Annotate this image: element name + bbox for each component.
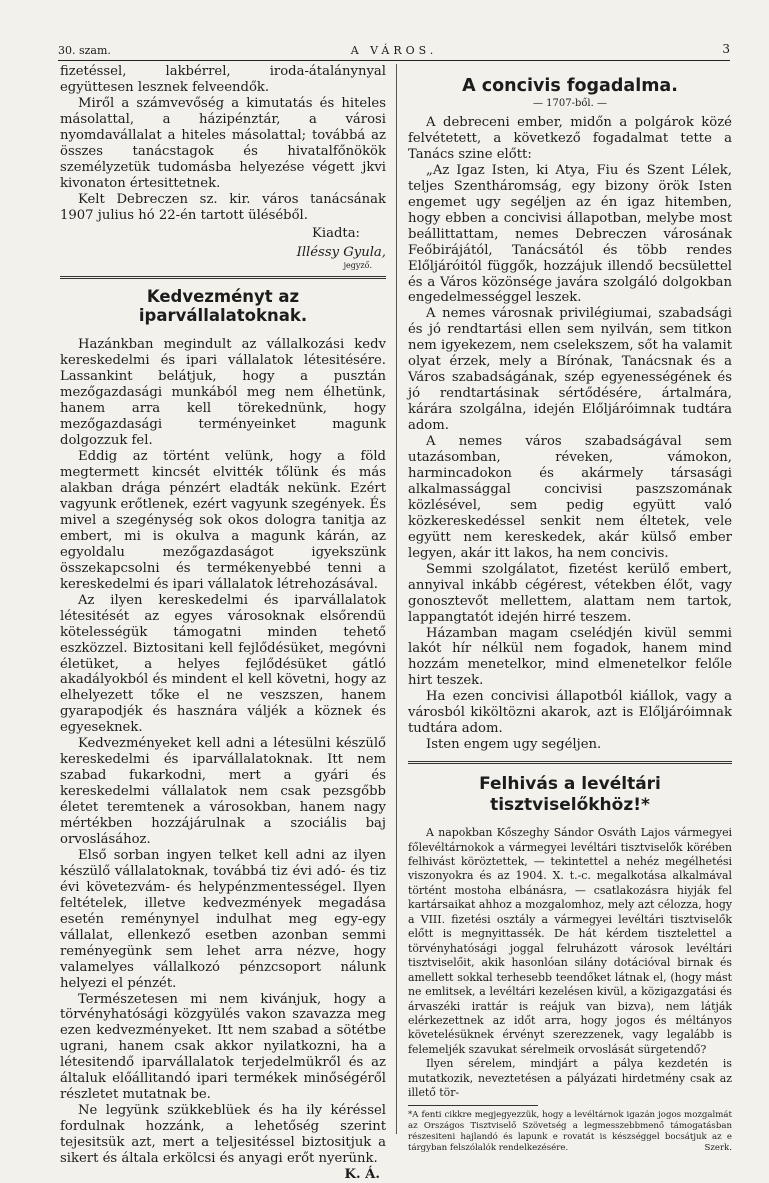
column-divider xyxy=(396,64,397,1134)
paragraph: A nemes városnak privilégiumai, szabadsági és jó rendtartási ellen sem nyilván, sem titkon nem igyekezem, nem cselekszem, sőt ha valamit olyat érzek, mely a Bírónak, Tanácsnak és a Város szabadságának, szép egyenességének és jó rendtartásinak sértődésére, ártalmára, kárára szolgálna, idején Előljáróimnak tudtára adom. xyxy=(408,306,732,434)
article-subtitle: — 1707-ből. — xyxy=(533,98,607,109)
header-rule xyxy=(58,60,730,61)
paragraph: Semmi szolgálatot, fizetést kerülő embert, annyival inkább cégérest, vétekben élőt, vagy gonosztevőt mellettem, alattam nem tartok, lappangtatót idején hirré teszem. xyxy=(408,561,732,625)
issued-label: Kiadta: xyxy=(312,225,360,241)
publication-title: A VÁROS. xyxy=(350,44,438,57)
article-title: A concivis fogadalma. xyxy=(462,76,678,96)
paragraph: Ha ezen concivisi állapotból kiállok, vagy a városból kiköltözni akarok, azt is Előljáróimnak tudtára adom. xyxy=(408,689,732,737)
footnote-rule xyxy=(408,1105,538,1106)
paragraph: Az ilyen kereskedelmi és iparvállalatok létesitését az egyes városoknak elsőrendü kötelességük támogatni minden tehető eszközzel. Biztositani kell fejlődésüket, megóvni életüket, a helyes fejlődésüket gátló akadályokból és mindent el kell követni, hogy az elhelyezett tőke el ne veszszen, hanem gyarapodjék és hasznára váljék a köznek és egyeseknek. xyxy=(60,592,386,736)
article-title: Felhivás a levéltári tisztviselőkhöz!* xyxy=(479,774,661,816)
paragraph: fizetéssel, lakbérrel, iroda-átalánynyal együttesen lesznek felveendők. xyxy=(60,64,386,95)
paragraph: Természetesen mi nem kivánjuk, hogy a törvényhatósági közgyülés vakon szavazza meg ezen kedvezményeket. Itt nem szabad a sötétbe ugrani, hanem csak akkor nyilatkozni, ha a létesitendő iparvállalatok terjedelmükről és az általuk előállitandó ipari termékek minőségéről részletet mutatnak be. xyxy=(60,991,386,1103)
paragraph: Eddig az történt velünk, hogy a föld megtermett kincsét elvitték tőlünk és más alakban drága pénzért eladták nekünk. Ezért vagyunk erőtlenek, ezért vagyunk szegények. És mivel a szegénység sok okos dologra tanitja az embert, mi is okulva a magunk kárán, az egyoldalu mezőgazdaságot igyekszünk összekapcsolni és termékenyebbé tenni a kereskedelmi és ipari vállalatok létrehozásával. xyxy=(60,449,386,592)
right-column xyxy=(408,64,732,1154)
signer-name: Illéssy Gyula, xyxy=(296,245,386,261)
left-column xyxy=(60,64,386,1183)
paragraph: Ilyen sérelem, mindjárt a pálya kezdetén is mutatkozik, neveztetésen a pályázati hirdetmény csak az illető tör- xyxy=(408,1057,732,1100)
article-title: Kedvezményt az iparvállalatoknak. xyxy=(138,287,308,326)
paragraph: Ne legyünk szükkeblüek és ha ily kéréssel fordulnak hozzánk, a lehetőség szerint tejesitsük azt, mert a teljesitéssel biztositjuk a sikert és általa erkölcsi és anyagi erőt nyerünk. xyxy=(60,1103,386,1167)
paragraph: A napokban Kőszeghy Sándor Osváth Lajos vármegyei főlevéltárnokok a vármegyei levéltári tisztviselők körében felhivást köröztettek, — tekintettel a nehéz megélhetési viszonyokra és az 1904. X. t.-c. megalkotása alkalmával történt mostoha elbánásra, — csatlakozásra hiyják fel kartársaikat ahhoz a mozgalomhoz, mely azt célozza, hogy a VIII. fizetési osztály a vármegyei levéltári tisztviselők előtt is megnyittassék. De hát kérdem tisztelettel a törvényhatósági joggal felruházott városok levéltári tisztviselőit, akik hasonlóan silány dotációval birnak és amellett sokkal terhesebb teendőket látnak el, (hogy mást ne emlitsek, a levéltári kezelésen kivül, a közigazgatási és árvaszéki irattár is reájuk van bizva), nem látják elérkezettnek az időt arra, hogy jogos és méltányos követelésüknek érvényt szerezzenek, vagy legalább is felemeljék szavukat sérelmeik orvoslását sürgetendő? xyxy=(408,826,732,1056)
paragraph: Kelt Debreczen sz. kir. város tanácsának 1907 julius hó 22-én tartott üléséből. xyxy=(60,191,386,223)
article-author: K. Á. xyxy=(344,1167,380,1182)
paragraph: Házamban magam cselédjén kivül semmi lakót hír nélkül nem fogadok, hanem mind hozzám menetelkor, mind elmenetelkor felőle hirt teszek. xyxy=(408,625,732,689)
page-number: 3 xyxy=(722,42,730,56)
paragraph: Miről a számvevőség a kimutatás és hiteles másolattal, a házipénztár, a városi nyomdavállalat a hiteles másolattal; továbbá az összes tanácstagok és hivatalfőnökök személyzetük tudomásba helyezése végett jkvi kivonaton értesittetnek. xyxy=(60,95,386,191)
paragraph: A debreceni ember, midőn a polgárok közé felvétetett, a következő fogadalmat tette a Tanács szine előtt: xyxy=(408,115,732,162)
issue-number: 30. szam. xyxy=(58,44,111,57)
paragraph: Isten engem ugy segéljen. xyxy=(426,737,602,753)
paragraph: Hazánkban megindult az vállalkozási kedv kereskedelmi és ipari vállalatok létesitésére. Lassankint belátjuk, hogy a pusztán mezőgazdasági munkából meg nem élhetünk, hanem arra kell törekednünk, hogy mezőgazdasági terményeinket magunk dolgozzuk fel. xyxy=(60,337,386,449)
footnote-sign: Szerk. xyxy=(704,1142,732,1153)
page-header xyxy=(58,40,730,62)
paragraph: Kedvezményeket kell adni a létesülni készülő kereskedelmi és iparvállalatoknak. Itt nem szabad fukarkodni, mert a gyári és kereskedelmi vállalatok nem csak pezsgőbb életet teremtenek a városokban, hanem nagy mértékben hozzájárulnak a szociális baj orvoslásához. xyxy=(60,736,386,847)
paragraph: A nemes város szabadságával sem utazásomban, réveken, vámokon, harmincadokon és akármely társasági alkalmassággal concivisi paszszomának közlésével, sem pedig együtt való közkereskedéssel senkit nem éltetek, vele együtt nem kereskedek, akár külső ember legyen, akár itt lakos, ha nem concivis. xyxy=(408,434,732,561)
section-rule xyxy=(60,276,386,279)
paragraph: Első sorban ingyen telket kell adni az ilyen készülő vállalatoknak, továbbá tiz évi adó- és tiz évi követezvám- és helypénzmentességel. Ilyen feltételek, illetve kedvezmények megadása esetén reménynyel indulhat meg egy-egy vállalat, ellenkező esetben azonban semmi reményegünk sem lehet arra nézve, hogy valamelyes vállalkozó pénzcsoport nálunk helyezi el pénzét. xyxy=(60,847,386,991)
footnote xyxy=(408,1110,732,1154)
section-rule xyxy=(408,761,732,764)
paragraph: „Az Igaz Isten, ki Atya, Fiu és Szent Lélek, teljes Szentháromság, egy bizony örök Isten engemet ugy segéljen az én igaz hitemben, hogy ebben a concivisi állapotban, melybe most beállittattam, nemes Debreczen városának Feőbirájától, Tanácsától és több rendes Előljáróitól függők, hozzájuk illendő becsülettel és a Város közönsége javára szolgáló dolgokban engedelmességgel leszek. xyxy=(408,162,732,306)
signer-role: jegyző. xyxy=(343,261,372,271)
footnote-text: *A fenti cikkre megjegyezzük, hogy a levéltárnok igazán jogos mozgalmát az Országos Tisztviselő Szövetség a legmesszebbmenő támogatásban részesiteni hajlandó és lapunk e rovatát is készséggel bocsátjuk az e tárgyban felszólalók rendelkezésére. xyxy=(408,1109,732,1153)
